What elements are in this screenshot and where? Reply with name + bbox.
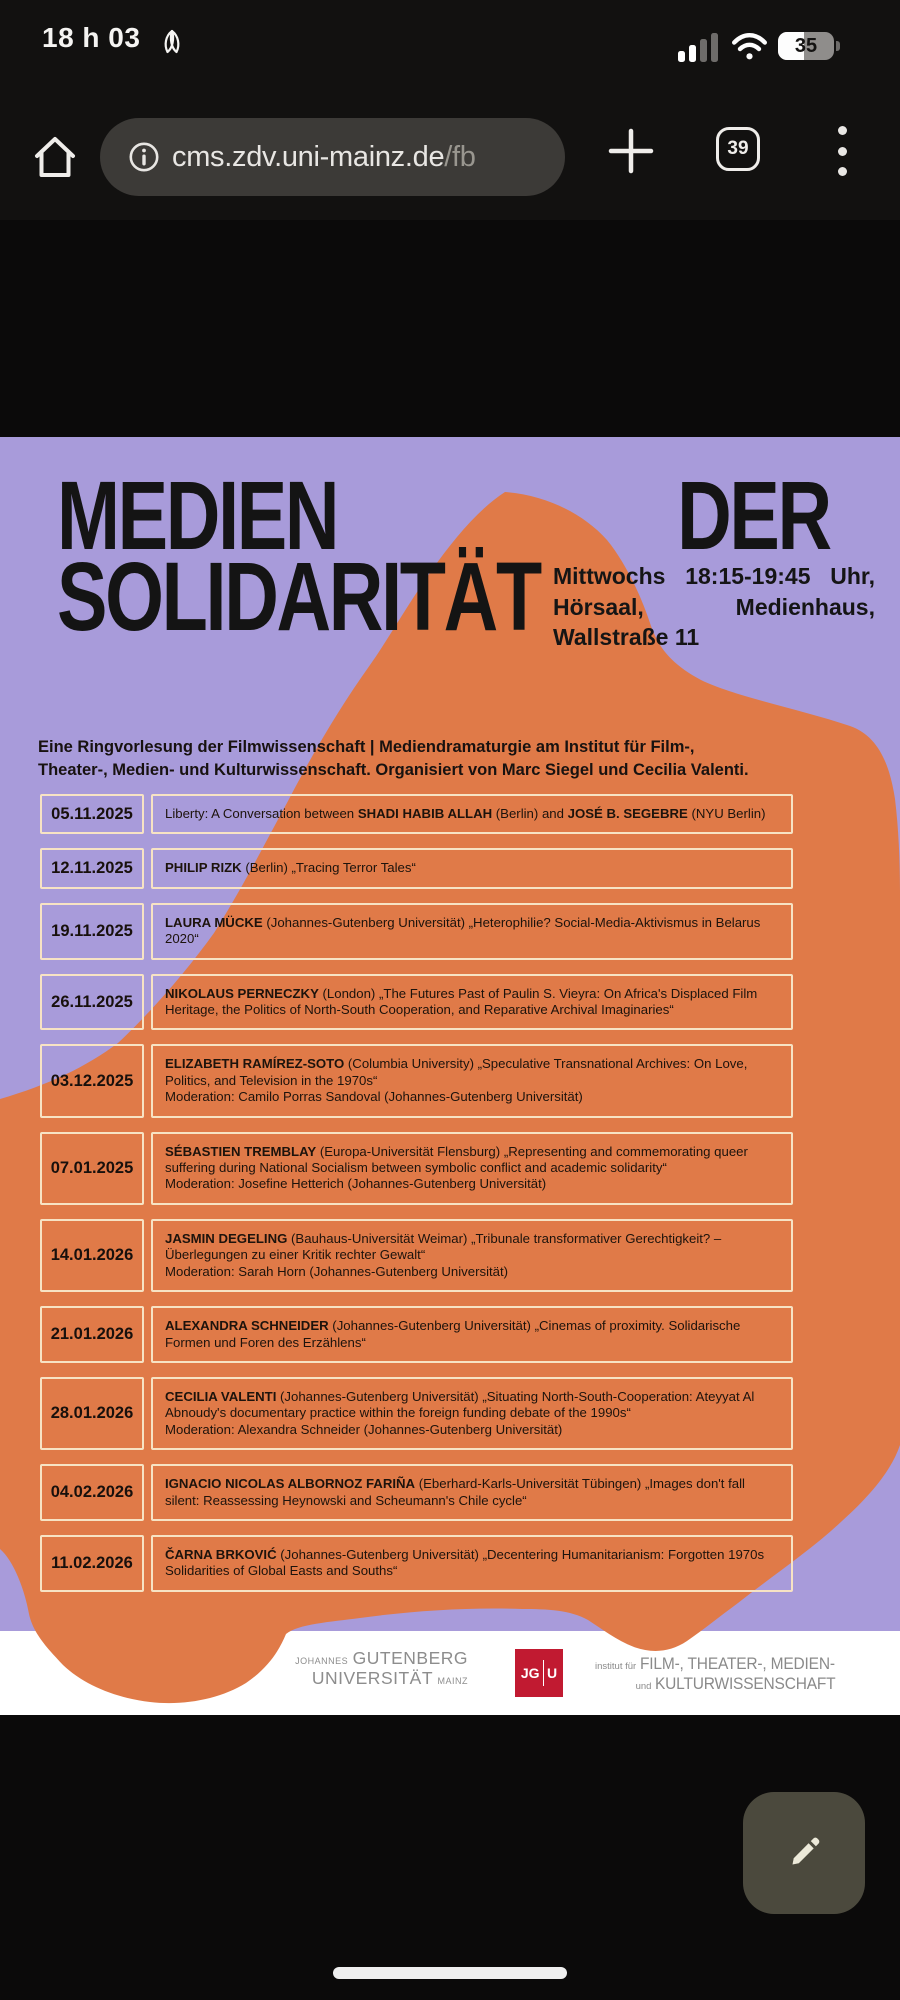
date-cell: 19.11.2025 — [40, 903, 144, 960]
description-cell: JASMIN DEGELING (Bauhaus-Universität Weimar) „Tribunale transformativer Gerechtigkeit? – Überlegungen zu einer Kritik rechter Gewalt“ Moderation: Sarah Horn (Johannes-Gutenberg Universität) — [151, 1219, 793, 1292]
table-row — [40, 903, 793, 960]
university-line2-small: MAINZ — [437, 1676, 468, 1686]
description-cell: ALEXANDRA SCHNEIDER (Johannes-Gutenberg Universität) „Cinemas of proximity. Solidarische Formen und Foren des Erzählens“ — [151, 1306, 793, 1363]
battery-nub — [836, 41, 840, 51]
description-cell: SÉBASTIEN TREMBLAY (Europa-Universität Flensburg) „Representing and commemorating queer suffering during National Socialism between symbolic conflict and academic solidarity“ Moderation: Josefine Hetterich (Johannes-Gutenberg Universität) — [151, 1132, 793, 1205]
tab-count: 39 — [727, 138, 749, 159]
info-icon — [128, 141, 160, 173]
date-cell: 14.01.2026 — [40, 1219, 144, 1292]
plus-icon[interactable] — [604, 124, 658, 178]
university-logo-text — [250, 1650, 468, 1690]
date-cell: 04.02.2026 — [40, 1464, 144, 1521]
description-cell: ELIZABETH RAMÍREZ-SOTO (Columbia University) „Speculative Transnational Archives: On Love, Politics, and Television in the 1970s“ Moderation: Camilo Porras Sandoval (Johannes-Gutenberg Universität) — [151, 1044, 793, 1117]
schedule-line: Wallstraße 11 — [553, 624, 700, 650]
description-cell: IGNACIO NICOLAS ALBORNOZ FARIÑA (Eberhard-Karls-Universität Tübingen) „Images don't fall silent: Reassessing Heynowski and Scheumann's Chile cycle“ — [151, 1464, 793, 1521]
university-line1-big: GUTENBERG — [352, 1648, 468, 1668]
date-cell: 21.01.2026 — [40, 1306, 144, 1363]
table-row — [40, 1132, 793, 1205]
description-cell: NIKOLAUS PERNECZKY (London) „The Futures Past of Paulin S. Vieyra: On Africa's Displaced Film Heritage, the Politics of North-South Cooperation, and Reparative Archival Imaginaries“ — [151, 974, 793, 1031]
url-host: cms.zdv.uni-mainz.de — [172, 140, 445, 173]
institute-line2: KULTURWISSENSCHAFT — [655, 1674, 836, 1693]
home-icon[interactable] — [30, 133, 80, 183]
table-row — [40, 1044, 793, 1117]
description-cell: ČARNA BRKOVIĆ (Johannes-Gutenberg Universität) „Decentering Humanitarianism: Forgotten 1970s Solidarities of Global Easts and Souths“ — [151, 1535, 793, 1592]
description-cell: Liberty: A Conversation between SHADI HABIB ALLAH (Berlin) and JOSÉ B. SEGEBRE (NYU Berlin) — [151, 794, 793, 834]
jgu-logo-left: JG — [520, 1665, 540, 1681]
table-row — [40, 1377, 793, 1450]
intro-text — [38, 736, 749, 782]
edit-button[interactable] — [743, 1792, 865, 1914]
table-row — [40, 974, 793, 1031]
table-row — [40, 1535, 793, 1592]
poster-title-der: DER — [677, 461, 830, 570]
wifi-icon — [731, 32, 768, 61]
date-cell: 05.11.2025 — [40, 794, 144, 834]
table-row — [40, 1464, 793, 1521]
university-line2-big: UNIVERSITÄT — [311, 1668, 434, 1688]
institute-prefix2: und — [635, 1680, 652, 1692]
battery-icon — [778, 32, 834, 60]
url-text — [172, 141, 476, 174]
pencil-icon — [780, 1829, 828, 1877]
institute-logo-text — [595, 1656, 847, 1695]
home-indicator[interactable] — [333, 1967, 567, 1979]
schedule-table — [40, 794, 793, 1592]
date-cell: 28.01.2026 — [40, 1377, 144, 1450]
battery-percent: 35 — [794, 34, 818, 57]
tab-counter[interactable] — [716, 127, 760, 171]
browser-toolbar — [0, 90, 900, 220]
leaf-icon — [156, 26, 188, 58]
table-row — [40, 848, 793, 888]
status-bar — [0, 0, 900, 90]
schedule-line: Hörsaal, Medienhaus, — [553, 593, 875, 620]
kebab-menu-icon[interactable] — [836, 126, 848, 176]
url-path: /fb — [444, 140, 476, 173]
jgu-logo — [515, 1649, 563, 1697]
jgu-logo-bar — [543, 1660, 545, 1686]
jgu-logo-right: U — [547, 1665, 558, 1681]
institute-prefix1: institut für — [595, 1661, 637, 1672]
university-line1-small: JOHANNES — [295, 1656, 349, 1666]
description-cell: CECILIA VALENTI (Johannes-Gutenberg Universität) „Situating North-South-Cooperation: Ateyyat Al Abnoudy's documentary practice within the foreign funding debate of the 1990s“ Moderation: Alexandra Schneider (Johannes-Gutenberg Universität) — [151, 1377, 793, 1450]
poster-title-medien: MEDIEN — [57, 461, 338, 570]
date-cell: 03.12.2025 — [40, 1044, 144, 1117]
cellular-signal-icon — [678, 30, 720, 62]
table-row — [40, 1219, 793, 1292]
schedule-info — [553, 561, 875, 653]
clock: 18 h 03 — [42, 22, 141, 53]
table-row — [40, 1306, 793, 1363]
date-cell: 11.02.2026 — [40, 1535, 144, 1592]
intro-line: Eine Ringvorlesung der Filmwissenschaft | Mediendramaturgie am Institut für Film-, — [38, 738, 695, 756]
table-row — [40, 794, 793, 834]
poster — [0, 437, 900, 1715]
date-cell: 26.11.2025 — [40, 974, 144, 1031]
institute-line1: FILM-, THEATER-, MEDIEN- — [640, 1655, 836, 1673]
date-cell: 12.11.2025 — [40, 848, 144, 888]
schedule-line: Mittwochs 18:15-19:45 Uhr, — [553, 563, 875, 589]
intro-line: Theater-, Medien- und Kulturwissenschaft. Organisiert von Marc Siegel und Cecilia Valenti. — [38, 761, 749, 779]
url-bar[interactable] — [100, 118, 565, 196]
date-cell: 07.01.2025 — [40, 1132, 144, 1205]
description-cell: PHILIP RIZK (Berlin) „Tracing Terror Tales“ — [151, 848, 793, 888]
description-cell: LAURA MÜCKE (Johannes-Gutenberg Universität) „Heterophilie? Social-Media-Aktivismus in Belarus 2020“ — [151, 903, 793, 960]
poster-title-solidaritaet: SOLIDARITÄT — [57, 542, 540, 651]
